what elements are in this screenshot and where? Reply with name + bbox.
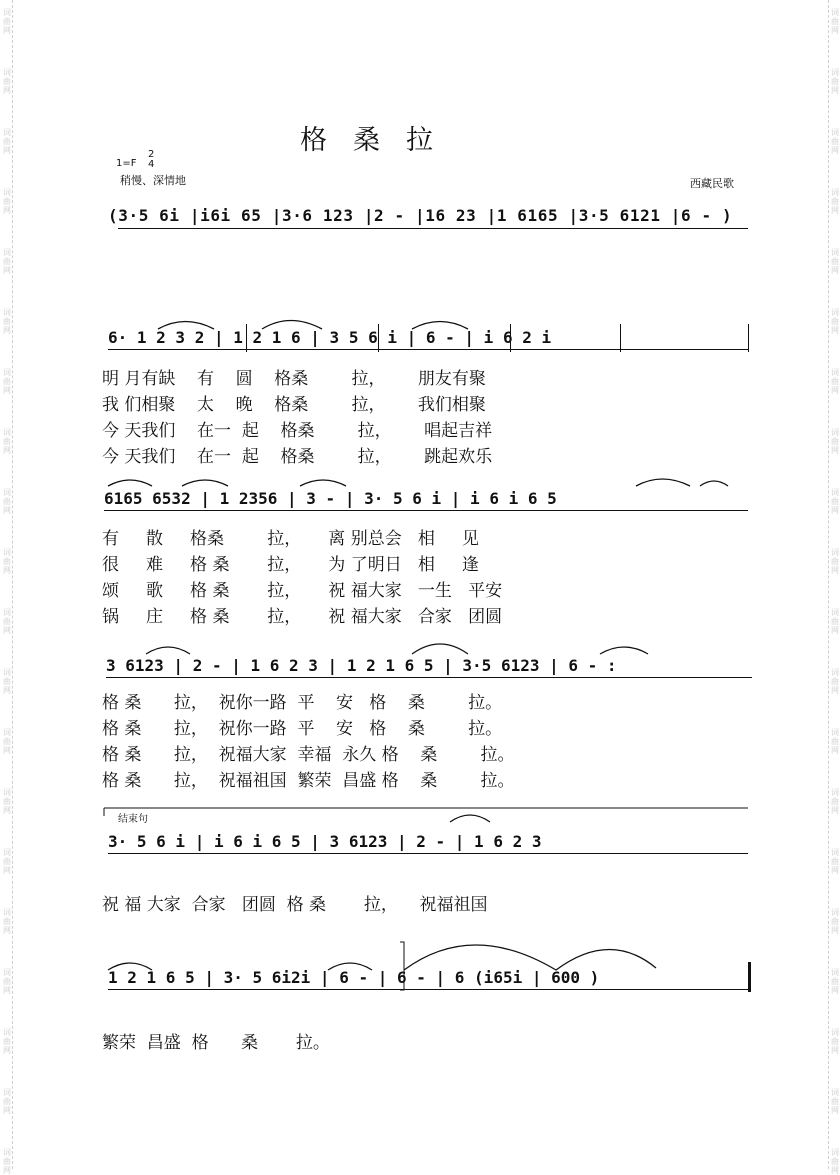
watermark-mark: 词 曲 网 <box>3 848 11 875</box>
intro-notation: (3·5 6i |i6i 65 |3·6 123 |2 - |16 23 |1 6165 |3·5 6121 |6 - ) <box>108 206 733 225</box>
tempo-marking: 稍慢、深情地 <box>120 174 186 187</box>
row1-lyric-3: 今 天我们 在一 起 格桑 拉， 唱起吉祥 <box>102 421 493 441</box>
watermark-mark: 词 曲 网 <box>831 1148 839 1175</box>
row2-lyric-1: 有 散 格桑 拉， 离 别总会 相 见 <box>102 529 479 549</box>
row1-bar-2 <box>378 324 379 352</box>
watermark-mark: 词 曲 网 <box>3 1148 11 1175</box>
row2-underline <box>104 510 748 511</box>
watermark-mark: 词 曲 网 <box>831 488 839 515</box>
watermark-mark: 词 曲 网 <box>831 1028 839 1055</box>
watermark-mark: 词 曲 网 <box>831 968 839 995</box>
final-barline <box>748 962 751 992</box>
row1-bar-4 <box>620 324 621 352</box>
key-signature: 1=F <box>116 158 137 169</box>
row2-lyric-4: 锅 庄 格 桑 拉， 祝 福大家 合家 团圆 <box>102 607 503 627</box>
watermark-mark: 词 曲 网 <box>831 728 839 755</box>
row2-lyric-3: 颂 歌 格 桑 拉， 祝 福大家 一生 平安 <box>102 581 503 601</box>
row1-bar-3 <box>510 324 511 352</box>
row1-bar-end <box>748 324 749 352</box>
watermark-mark: 词 曲 网 <box>831 68 839 95</box>
watermark-mark: 词 曲 网 <box>831 1088 839 1115</box>
watermark-mark: 词 曲 网 <box>3 1088 11 1115</box>
row2-notation: 6165 6532 | 1 2356 | 3 - | 3· 5 6 i | i 6 i 6 5 <box>104 489 557 508</box>
row1-lyric-1: 明 月有缺 有 圆 格桑 拉， 朋友有聚 <box>102 369 486 389</box>
watermark-mark: 词 曲 网 <box>3 8 11 35</box>
watermark-mark: 词 曲 网 <box>3 488 11 515</box>
watermark-mark: 词 曲 网 <box>3 428 11 455</box>
watermark-mark: 词 曲 网 <box>831 248 839 275</box>
row3-lyric-1: 格 桑 拉， 祝你一路 平 安 格 桑 拉。 <box>102 693 503 713</box>
row1-bar-1 <box>246 324 247 352</box>
row1-lyric-2: 我 们相聚 太 晚 格桑 拉， 我们相聚 <box>102 395 486 415</box>
watermark-mark: 词 曲 网 <box>3 68 11 95</box>
row3-notation: 3 6123 | 2 - | 1 6 2 3 | 1 2 1 6 5 | 3·5 6123 | 6 - : <box>106 656 617 675</box>
song-title: 格桑拉 <box>300 125 459 156</box>
watermark-mark: 词 曲 网 <box>831 188 839 215</box>
watermark-mark: 词 曲 网 <box>3 128 11 155</box>
row2-lyric-2: 很 难 格 桑 拉， 为 了明日 相 逢 <box>102 555 479 575</box>
time-signature-top: 2 <box>148 149 155 160</box>
row5-lyric-1: 繁荣 昌盛 格 桑 拉。 <box>102 1033 330 1053</box>
watermark-mark: 词 曲 网 <box>831 548 839 575</box>
ending-label: 结束句 <box>118 814 148 825</box>
row4-underline <box>108 853 748 854</box>
watermark-mark: 词 曲 网 <box>3 368 11 395</box>
watermark-mark: 词 曲 网 <box>831 128 839 155</box>
watermark-mark: 词 曲 网 <box>831 668 839 695</box>
row3-lyric-4: 格 桑 拉， 祝福祖国 繁荣 昌盛 格 桑 拉。 <box>102 771 515 791</box>
watermark-mark: 词 曲 网 <box>3 968 11 995</box>
watermark-mark: 词 曲 网 <box>831 848 839 875</box>
song-source: 西藏民歌 <box>690 177 734 190</box>
watermark-mark: 词 曲 网 <box>831 608 839 635</box>
row4-notation: 3· 5 6 i | i 6 i 6 5 | 3 6123 | 2 - | 1 6 2 3 <box>108 832 542 851</box>
watermark-mark: 词 曲 网 <box>3 248 11 275</box>
watermark-mark: 词 曲 网 <box>3 308 11 335</box>
watermark-mark: 词 曲 网 <box>3 908 11 935</box>
row5-underline <box>108 989 748 990</box>
row1-lyric-4: 今 天我们 在一 起 格桑 拉， 跳起欢乐 <box>102 447 493 467</box>
watermark-mark: 词 曲 网 <box>831 308 839 335</box>
watermark-mark: 词 曲 网 <box>3 548 11 575</box>
watermark-mark: 词 曲 网 <box>831 908 839 935</box>
watermark-mark: 词 曲 网 <box>831 8 839 35</box>
watermark-mark: 词 曲 网 <box>831 788 839 815</box>
row3-lyric-3: 格 桑 拉， 祝福大家 幸福 永久 格 桑 拉。 <box>102 745 515 765</box>
row3-lyric-2: 格 桑 拉， 祝你一路 平 安 格 桑 拉。 <box>102 719 503 739</box>
row4-lyric-1: 祝 福 大家 合家 团圆 格 桑 拉， 祝福祖国 <box>102 895 488 915</box>
watermark-mark: 词 曲 网 <box>3 1028 11 1055</box>
row3-underline <box>106 677 752 678</box>
time-signature-bottom: 4 <box>148 159 155 170</box>
watermark-mark: 词 曲 网 <box>3 188 11 215</box>
row1-notation: 6· 1 2 3 2 | 1 2 1 6 | 3 5 6 i | 6 - | i 6 2 i <box>108 328 552 347</box>
watermark-mark: 词 曲 网 <box>831 428 839 455</box>
watermark-mark: 词 曲 网 <box>3 608 11 635</box>
watermark-mark: 词 曲 网 <box>3 668 11 695</box>
row5-notation: 1 2 1 6 5 | 3· 5 6i2i | 6 - | 6 - | 6 (i65i | 600 ) <box>108 968 600 987</box>
watermark-mark: 词 曲 网 <box>3 788 11 815</box>
watermark-mark: 词 曲 网 <box>831 368 839 395</box>
watermark-mark: 词 曲 网 <box>3 728 11 755</box>
